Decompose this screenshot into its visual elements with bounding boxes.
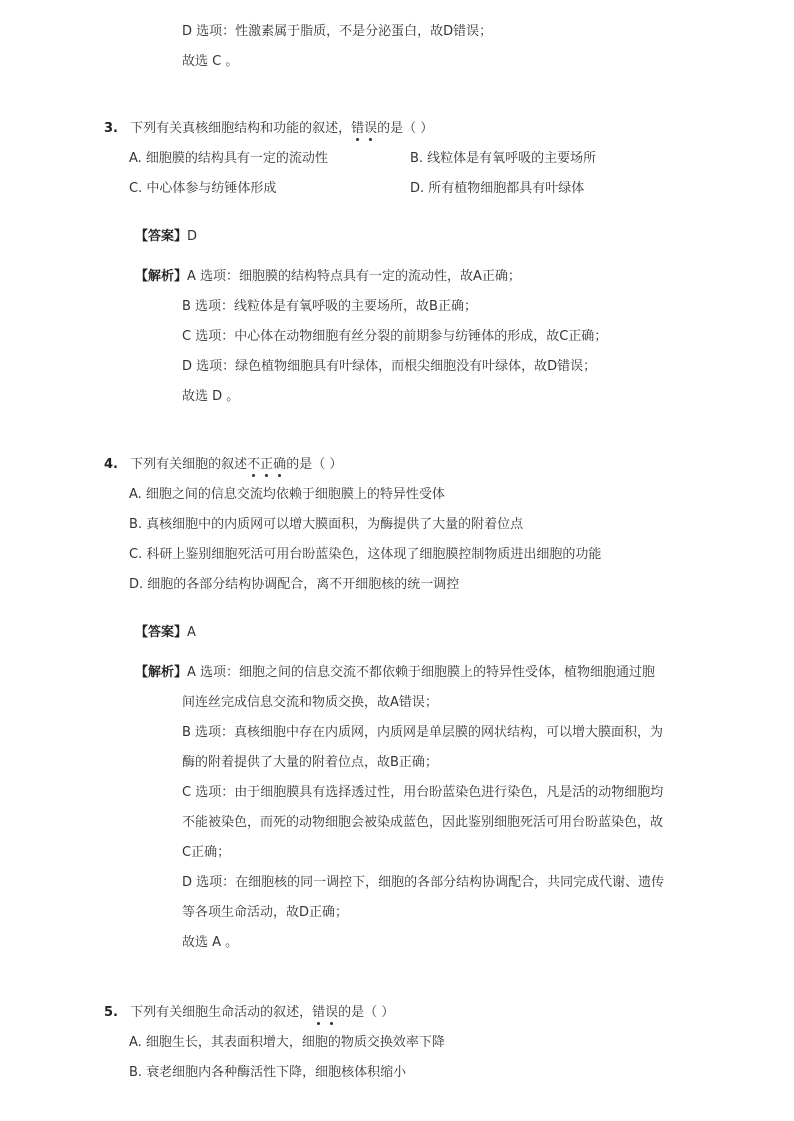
q4-number: 4. xyxy=(104,457,118,472)
q3-option-b: B. 线粒体是有氧呼吸的主要场所 xyxy=(410,151,597,166)
q3-analysis-line-1 xyxy=(135,269,521,285)
q4-analysis-line-8: D 选项：在细胞核的同一调控下，细胞的各部分结构协调配合，共同完成代谢、遗传 xyxy=(182,875,665,890)
q3-option-c: C. 中心体参与纺锤体形成 xyxy=(129,181,277,196)
q3-answer xyxy=(135,229,197,245)
q4-emphasis-2: 正 xyxy=(260,457,274,472)
q3-analysis-line-3: C 选项：中心体在动物细胞有丝分裂的前期参与纺锤体的形成，故C正确； xyxy=(182,329,608,344)
q4-answer-tag: 【答案】 xyxy=(135,625,188,640)
q4-answer-value: A xyxy=(187,625,196,640)
q3-emphasis-1: 错 xyxy=(351,121,365,136)
q3-number: 3. xyxy=(104,121,118,136)
q4-analysis-line-9: 等各项生命活动，故D正确； xyxy=(182,905,349,920)
q4-analysis-line-10: 故选 A 。 xyxy=(182,935,239,950)
q3-analysis-tag: 【解析】 xyxy=(135,269,188,284)
q4-analysis-text-1: A 选项：细胞之间的信息交流不都依赖于细胞膜上的特异性受体，植物细胞通过胞 xyxy=(187,665,656,680)
q3-option-d: D. 所有植物细胞都具有叶绿体 xyxy=(410,181,585,196)
q4-answer xyxy=(135,625,196,641)
q4-emphasis-1: 不 xyxy=(247,457,261,472)
q4-emphasis-3: 确 xyxy=(273,457,287,472)
q4-analysis-line-3: B 选项：真核细胞中存在内质网，内质网是单层膜的网状结构，可以增大膜面积，为 xyxy=(182,725,664,740)
q4-option-b: B. 真核细胞中的内质网可以增大膜面积，为酶提供了大量的附着位点 xyxy=(129,517,524,532)
q3-answer-tag: 【答案】 xyxy=(135,229,188,244)
q4-analysis-line-4: 酶的附着提供了大量的附着位点，故B正确； xyxy=(182,755,438,770)
q3-emphasis-2: 误 xyxy=(364,121,378,136)
q2-choose: 故选 C 。 xyxy=(182,54,239,69)
q2-analysis-d: D 选项：性激素属于脂质，不是分泌蛋白，故D错误； xyxy=(182,24,493,39)
q4-option-c: C. 科研上鉴别细胞死活可用台盼蓝染色，这体现了细胞膜控制物质进出细胞的功能 xyxy=(129,547,602,562)
q5-option-b: B. 衰老细胞内各种酶活性下降，细胞核体积缩小 xyxy=(129,1065,407,1080)
q4-analysis-line-2: 间连丝完成信息交流和物质交换，故A错误； xyxy=(182,695,438,710)
q5-stem-pre: 下列有关细胞生命活动的叙述， xyxy=(130,1005,313,1020)
q5-stem-post: 的是（ ） xyxy=(338,1005,395,1020)
q4-stem-pre: 下列有关细胞的叙述 xyxy=(130,457,248,472)
q3-analysis-text-1: A 选项：细胞膜的结构特点具有一定的流动性，故A正确； xyxy=(187,269,521,284)
q4-option-d: D. 细胞的各部分结构协调配合，离不开细胞核的统一调控 xyxy=(129,577,460,592)
q3-analysis-line-4: D 选项：绿色植物细胞具有叶绿体，而根尖细胞没有叶绿体，故D错误； xyxy=(182,359,597,374)
q3-analysis-line-2: B 选项：线粒体是有氧呼吸的主要场所，故B正确； xyxy=(182,299,477,314)
q4-stem-post: 的是（ ） xyxy=(286,457,343,472)
q5-option-a: A. 细胞生长，其表面积增大，细胞的物质交换效率下降 xyxy=(129,1035,445,1050)
q5-number: 5. xyxy=(104,1005,118,1020)
q4-analysis-line-1 xyxy=(135,665,655,681)
q4-stem xyxy=(104,457,342,473)
q4-analysis-line-5: C 选项：由于细胞膜具有选择透过性，用台盼蓝染色进行染色，凡是活的动物细胞均 xyxy=(182,785,664,800)
q3-stem-pre: 下列有关真核细胞结构和功能的叙述， xyxy=(130,121,352,136)
q4-analysis-line-7: C正确； xyxy=(182,845,231,860)
q3-analysis-line-5: 故选 D 。 xyxy=(182,389,240,404)
q3-stem xyxy=(104,121,433,137)
q5-emphasis-2: 误 xyxy=(325,1005,339,1020)
q3-option-a: A. 细胞膜的结构具有一定的流动性 xyxy=(129,151,328,166)
q4-analysis-line-6: 不能被染色，而死的动物细胞会被染成蓝色，因此鉴别细胞死活可用台盼蓝染色，故 xyxy=(182,815,664,830)
q4-option-a: A. 细胞之间的信息交流均依赖于细胞膜上的特异性受体 xyxy=(129,487,445,502)
q5-stem xyxy=(104,1005,394,1021)
q3-answer-value: D xyxy=(187,229,198,244)
q5-emphasis-1: 错 xyxy=(312,1005,326,1020)
q3-stem-post: 的是（ ） xyxy=(377,121,434,136)
q4-analysis-tag: 【解析】 xyxy=(135,665,188,680)
